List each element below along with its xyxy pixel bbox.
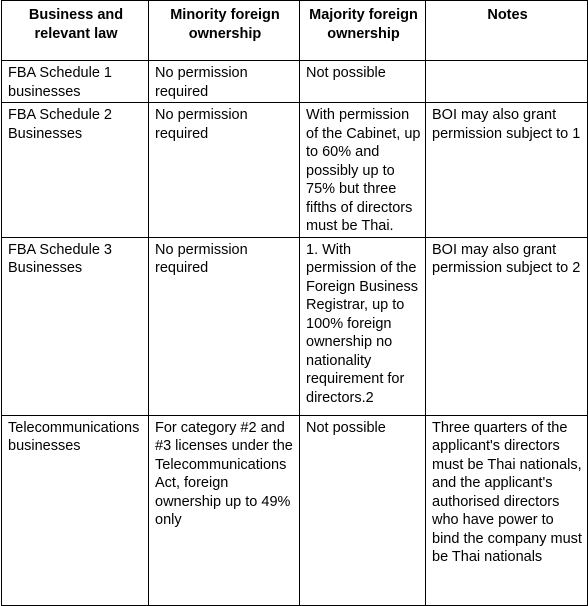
cell-business: FBA Schedule 3 Businesses bbox=[2, 237, 149, 415]
table-row bbox=[2, 415, 588, 605]
cell-business: Telecommunications businesses bbox=[2, 415, 149, 605]
cell-majority: With permission of the Cabinet, up to 60% and possibly up to 75% but three fifths of directors must be Thai. bbox=[300, 103, 426, 238]
header-business: Business and relevant law bbox=[2, 1, 149, 61]
header-notes: Notes bbox=[426, 1, 588, 61]
table-row bbox=[2, 103, 588, 238]
cell-notes: BOI may also grant permission subject to 1 bbox=[426, 103, 588, 238]
cell-business: FBA Schedule 1 businesses bbox=[2, 61, 149, 103]
ownership-table bbox=[1, 0, 588, 606]
cell-notes bbox=[426, 61, 588, 103]
header-majority: Majority foreign ownership bbox=[300, 1, 426, 61]
header-minority: Minority foreign ownership bbox=[149, 1, 300, 61]
cell-notes: BOI may also grant permission subject to 2 bbox=[426, 237, 588, 415]
table-header-row bbox=[2, 1, 588, 61]
cell-minority: For category #2 and #3 licenses under the Telecommunications Act, foreign ownership up to 49% only bbox=[149, 415, 300, 605]
cell-majority: Not possible bbox=[300, 61, 426, 103]
cell-majority: Not possible bbox=[300, 415, 426, 605]
cell-minority: No permission required bbox=[149, 103, 300, 238]
table-row bbox=[2, 61, 588, 103]
cell-minority: No permission required bbox=[149, 61, 300, 103]
cell-minority: No permission required bbox=[149, 237, 300, 415]
cell-business: FBA Schedule 2 Businesses bbox=[2, 103, 149, 238]
cell-majority: 1. With permission of the Foreign Business Registrar, up to 100% foreign ownership no nationality requirement for directors.2 bbox=[300, 237, 426, 415]
table-row bbox=[2, 237, 588, 415]
cell-notes: Three quarters of the applicant's directors must be Thai nationals, and the applicant's authorised directors who have power to bind the company must be Thai nationals bbox=[426, 415, 588, 605]
